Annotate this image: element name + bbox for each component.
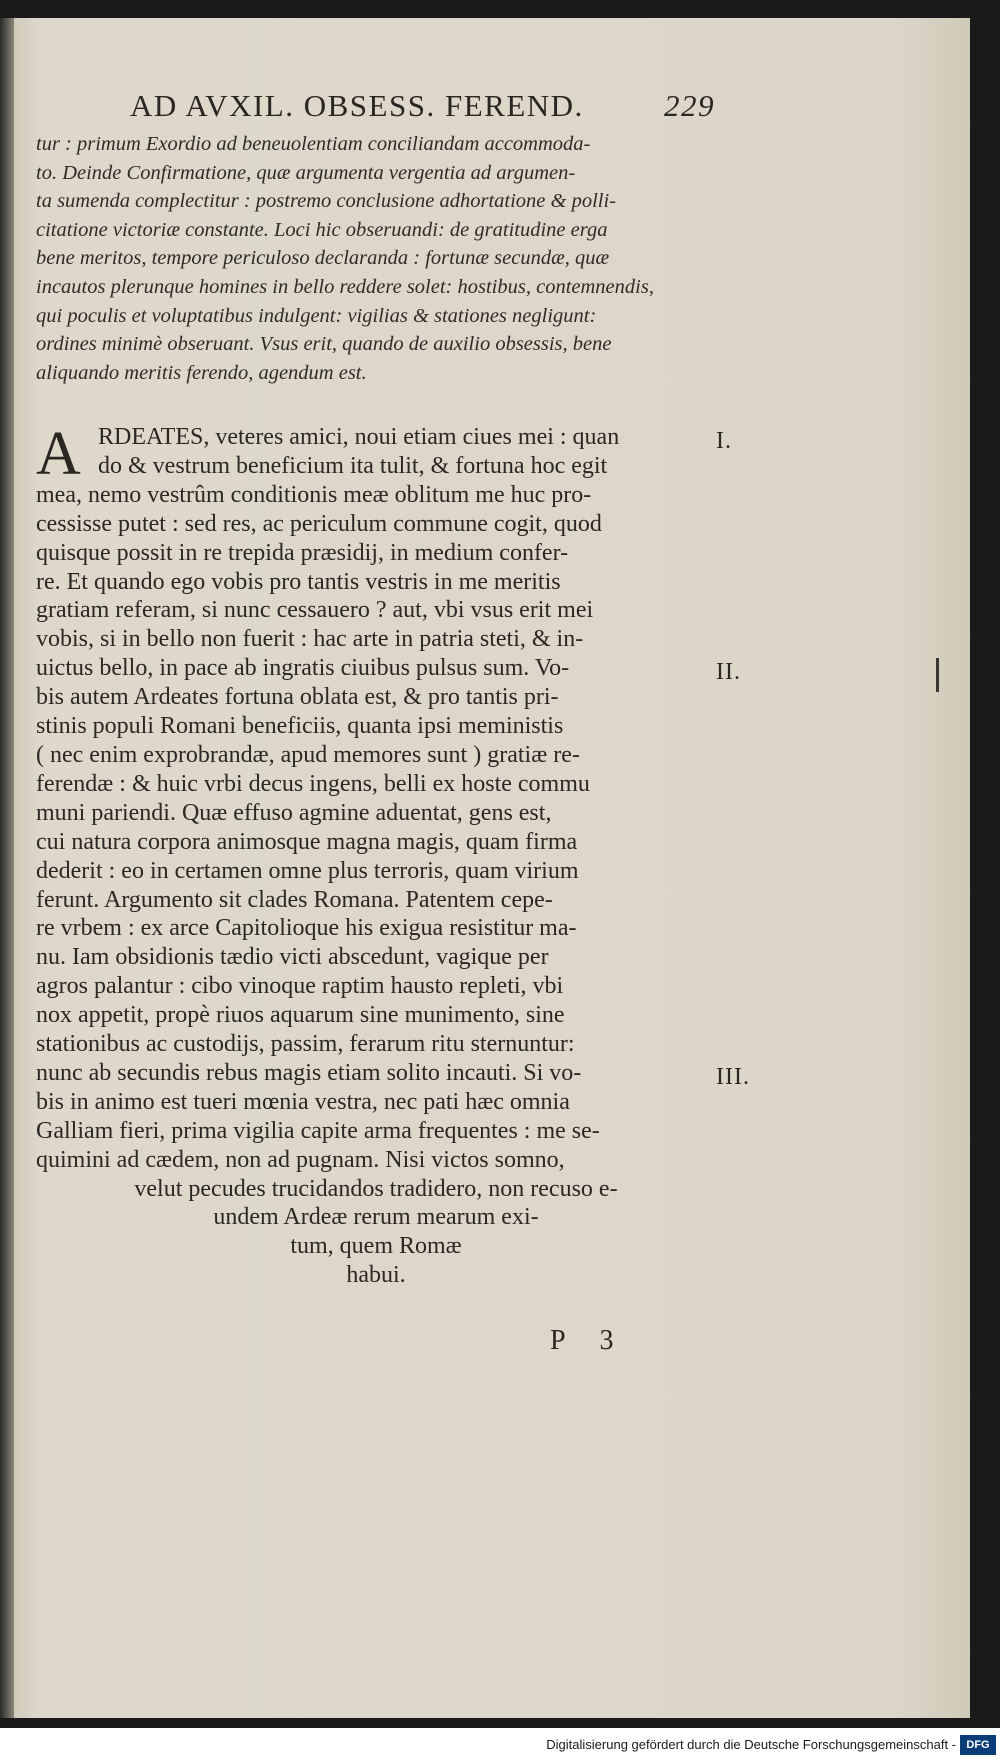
body-line: vobis, si in bello non fuerit : hac arte in patria steti, & in-	[36, 626, 584, 653]
margin-ink-mark	[936, 658, 939, 692]
intro-line: ordines minimè obseruant. Vsus erit, quando de auxilio obsessis, bene	[36, 333, 612, 356]
intro-line: qui poculis et voluptatibus indulgent: vigilias & stationes negligunt:	[36, 304, 597, 327]
body-line: ( nec enim exprobrandæ, apud memores sunt ) gratiæ re-	[36, 741, 580, 768]
intro-line: to. Deinde Confirmatione, quæ argumenta vergentia ad argumen-	[36, 161, 576, 184]
intro-line: aliquando meritis ferendo, agendum est.	[36, 361, 367, 384]
body-line: stationibus ac custodijs, passim, ferarum ritu sternuntur:	[36, 1031, 575, 1058]
intro-line: incautos plerunque homines in bello reddere solet: hostibus, contemnendis,	[36, 275, 654, 298]
intro-line: ta sumenda complectitur : postremo conclusione adhortatione & polli-	[36, 190, 616, 213]
body-line: RDEATES, veteres amici, noui etiam ciues mei : quan	[98, 424, 620, 450]
margin-marker-2: II.	[716, 659, 741, 685]
body-line: ferendæ : & huic vrbi decus ingens, belli ex hoste commu	[36, 770, 590, 797]
body-line: re vrbem : ex arce Capitolioque his exigua resistitur ma-	[36, 915, 577, 942]
body-line: dederit : eo in certamen omne plus terroris, quam virium	[36, 857, 579, 884]
body-line: agros palantur : cibo vinoque raptim hausto repleti, vbi	[36, 973, 564, 1000]
body-line: re. Et quando ego vobis pro tantis vestris in me meritis	[36, 568, 561, 595]
page-gutter	[0, 18, 14, 1718]
body-line: nunc ab secundis rebus magis etiam solito incauti. Si vo-	[36, 1059, 582, 1086]
body-line: cessisse putet : sed res, ac periculum commune cogit, quod	[36, 510, 602, 537]
body-line: mea, nemo vestrûm conditionis meæ oblitum me huc pro-	[36, 481, 592, 508]
body-line: ferunt. Argumento sit clades Romana. Patentem cepe-	[36, 886, 553, 913]
closing-line: velut pecudes trucidandos tradidero, non recuso e-	[134, 1175, 618, 1202]
dfg-logo: DFG	[960, 1735, 996, 1755]
intro-line: bene meritos, tempore periculoso declaranda : fortunæ secundæ, quæ	[36, 247, 610, 270]
running-head: AD AVXIL. OBSESS. FEREND.	[130, 88, 584, 123]
closing-line: habui.	[346, 1262, 406, 1289]
signature-mark: P 3	[550, 1325, 628, 1356]
body-line: bis autem Ardeates fortuna oblata est, & pro tantis pri-	[36, 684, 559, 711]
drop-cap: A	[36, 420, 81, 488]
body-line: gratiam referam, si nunc cessauero ? aut, vbi vsus erit mei	[36, 597, 594, 624]
margin-marker-3: III.	[716, 1064, 750, 1090]
intro-line: tur : primum Exordio ad beneuolentiam conciliandam accommoda-	[36, 133, 591, 155]
body-line: nu. Iam obsidionis tædio victi abscedunt, vagique per	[36, 944, 549, 971]
intro-line: citatione victoriæ constante. Loci hic obseruandi: de gratitudine erga	[36, 218, 608, 241]
main-text	[36, 420, 716, 1290]
body-line: Galliam fieri, prima vigilia capite arma frequentes : me se-	[36, 1117, 600, 1144]
body-line: uictus bello, in pace ab ingratis ciuibus pulsus sum. Vo-	[36, 655, 570, 682]
closing-line: undem Ardeæ rerum mearum exi-	[213, 1204, 539, 1231]
intro-paragraph	[36, 130, 716, 387]
body-line: stinis populi Romani beneficiis, quanta ipsi meministis	[36, 713, 564, 740]
body-line: do & vestrum beneficium ita tulit, & fortuna hoc egit	[98, 452, 608, 479]
margin-marker-1: I.	[716, 428, 732, 454]
body-line: bis in animo est tueri mœnia vestra, nec pati hæc omnia	[36, 1088, 570, 1115]
footer-bar	[0, 1728, 1000, 1763]
body-line: quimini ad cædem, non ad pugnam. Nisi victos somno,	[36, 1146, 565, 1173]
closing-line: tum, quem Romæ	[290, 1233, 462, 1260]
body-line: muni pariendi. Quæ effuso agmine aduentat, gens est,	[36, 799, 552, 826]
body-line: cui natura corpora animosque magna magis, quam firma	[36, 828, 578, 855]
body-line: nox appetit, propè riuos aquarum sine munimento, sine	[36, 1002, 565, 1029]
page-number: 229	[664, 88, 715, 123]
funding-credit: Digitalisierung gefördert durch die Deutsche Forschungsgemeinschaft -	[546, 1737, 956, 1752]
body-line: quisque possit in re trepida præsidij, in medium confer-	[36, 539, 569, 566]
